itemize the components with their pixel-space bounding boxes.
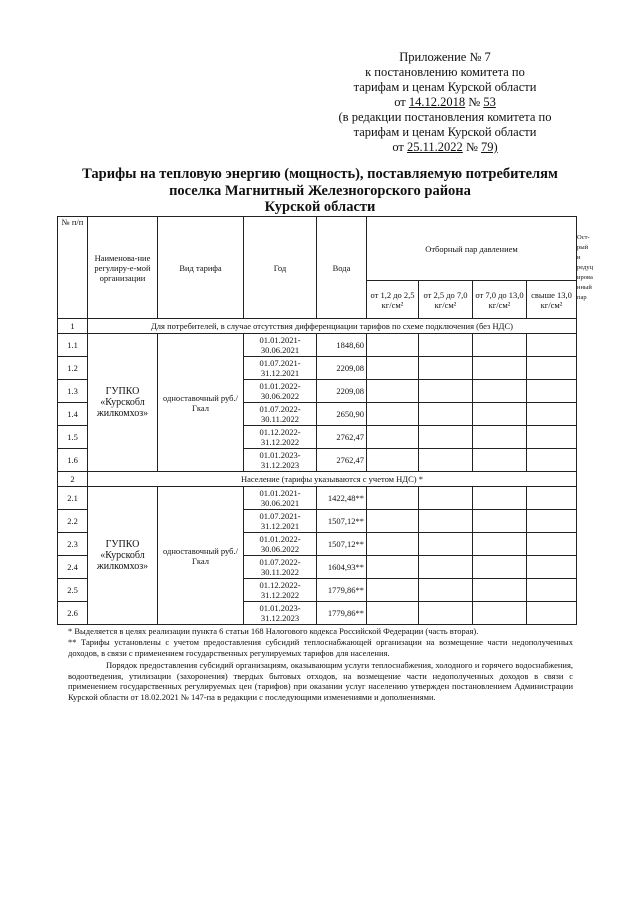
appendix-line-5: (в редакции постановления комитета по: [338, 110, 552, 124]
row-num: 2.5: [58, 579, 88, 602]
row-period: 01.07.2021- 31.12.2021: [244, 510, 317, 533]
row-num: 1.2: [58, 357, 88, 380]
empty-cell: [367, 556, 419, 579]
header-org: Наименова-ние регулиру-е-мой организации: [88, 217, 158, 319]
empty-cell: [367, 357, 419, 380]
section-num: 1: [58, 319, 88, 334]
empty-cell: [527, 449, 577, 472]
empty-cell: [473, 487, 527, 510]
header-water: Вода: [317, 217, 367, 319]
header-pressure-4: свыше 13,0 кг/см²: [527, 281, 577, 319]
row-num: 2.6: [58, 602, 88, 625]
title-line-1: Тарифы на тепловую энергию (мощность), поставляемую потребителям: [82, 166, 558, 182]
empty-cell: [419, 403, 473, 426]
empty-cell: [473, 357, 527, 380]
row-water: 1507,12**: [317, 533, 367, 556]
row-period: 01.01.2021- 30.06.2021: [244, 334, 317, 357]
appendix-number-2: 79): [481, 140, 498, 154]
section-label: Население (тарифы указываются с учетом НДС) *: [88, 472, 577, 487]
tariff-type: одноставочный руб./Гкал: [158, 487, 244, 625]
row-water: 2650,90: [317, 403, 367, 426]
appendix-date-1: 14.12.2018: [408, 95, 466, 109]
org-name: ГУПКО «Курскобл жилкомхоз»: [88, 487, 158, 625]
empty-cell: [473, 449, 527, 472]
section-row: [58, 472, 577, 487]
empty-cell: [367, 579, 419, 602]
header-pressure-2: от 2,5 до 7,0 кг/см²: [419, 281, 473, 319]
empty-cell: [527, 487, 577, 510]
empty-cell: [527, 357, 577, 380]
empty-cell: [419, 334, 473, 357]
title-line-2: поселка Магнитный Железногорского района: [169, 182, 471, 199]
empty-cell: [527, 556, 577, 579]
empty-cell: [473, 426, 527, 449]
empty-cell: [419, 579, 473, 602]
empty-cell: [473, 579, 527, 602]
empty-cell: [367, 403, 419, 426]
appendix-line-4: от 14.12.2018 № 53: [394, 95, 496, 109]
header-row-1: № п/п Наименова-ние регулиру-е-мой организации Вид тарифа Год Вода Отборный пар давлением Ост-рый и редуц ирова нный пар: [58, 217, 577, 281]
row-water: 1507,12**: [317, 510, 367, 533]
empty-cell: [473, 403, 527, 426]
title-line-3: Курской области: [264, 199, 376, 215]
empty-cell: [419, 510, 473, 533]
row-num: 1.4: [58, 403, 88, 426]
row-period: 01.01.2023- 31.12.2023: [244, 449, 317, 472]
row-num: 2.4: [58, 556, 88, 579]
empty-cell: [473, 602, 527, 625]
row-water: 1779,86**: [317, 579, 367, 602]
row-num: 2.2: [58, 510, 88, 533]
tariff-table: [57, 216, 594, 625]
row-num: 1.1: [58, 334, 88, 357]
row-num: 2.3: [58, 533, 88, 556]
header-pressure-3: от 7,0 до 13,0 кг/см²: [473, 281, 527, 319]
row-water: 1422,48**: [317, 487, 367, 510]
section-num: 2: [58, 472, 88, 487]
header-pressure-1: от 1,2 до 2,5 кг/см²: [367, 281, 419, 319]
footnote-1: * Выделяется в целях реализации пункта 6 статьи 168 Налогового кодекса Российской Федерации (часть вторая).: [68, 626, 479, 636]
row-num: 1.3: [58, 380, 88, 403]
empty-cell: [367, 602, 419, 625]
empty-cell: [527, 533, 577, 556]
row-water: 2209,08: [317, 380, 367, 403]
row-water: 1848,60: [317, 334, 367, 357]
header-year: Год: [244, 217, 317, 319]
empty-cell: [527, 602, 577, 625]
appendix-number-1: 53: [483, 95, 496, 109]
empty-cell: [367, 380, 419, 403]
empty-cell: [527, 426, 577, 449]
empty-cell: [419, 487, 473, 510]
row-period: 01.01.2023- 31.12.2023: [244, 602, 317, 625]
empty-cell: [419, 380, 473, 403]
empty-cell: [473, 556, 527, 579]
row-period: 01.07.2021- 31.12.2021: [244, 357, 317, 380]
appendix-line-6: тарифам и ценам Курской области: [353, 125, 537, 139]
row-period: 01.12.2022- 31.12.2022: [244, 426, 317, 449]
row-num: 1.6: [58, 449, 88, 472]
row-num: 2.1: [58, 487, 88, 510]
empty-cell: [367, 449, 419, 472]
row-water: 2762,47: [317, 426, 367, 449]
header-steam: Отборный пар давлением: [367, 217, 577, 281]
empty-cell: [527, 579, 577, 602]
empty-cell: [419, 449, 473, 472]
empty-cell: [527, 380, 577, 403]
appendix-line-7: от 25.11.2022 № 79): [392, 140, 498, 154]
empty-cell: [419, 357, 473, 380]
empty-cell: [419, 556, 473, 579]
empty-cell: [419, 426, 473, 449]
appendix-header: [330, 50, 560, 155]
empty-cell: [367, 487, 419, 510]
header-type: Вид тарифа: [158, 217, 244, 319]
row-water: 1779,86**: [317, 602, 367, 625]
subsidy-note: Порядок предоставления субсидий организациям, оказывающим услуги теплоснабжения, холодного и горячего водоснабжения, водоотведения, утилизации (захоронения) твердых бытовых отходов, на возмещение части недополученных доходов в связи с применением государственных регулируемых цен (тарифов) при оказании услуг населению утвержден постановлением Администрации Курской области от 18.02.2021 № 147-па в редакции с последующими изменениями и дополнениями.: [68, 660, 573, 702]
header-num: № п/п: [58, 217, 88, 319]
row-period: 01.07.2022- 30.11.2022: [244, 556, 317, 579]
row-num: 1.5: [58, 426, 88, 449]
empty-cell: [367, 533, 419, 556]
row-period: 01.12.2022- 31.12.2022: [244, 579, 317, 602]
empty-cell: [473, 334, 527, 357]
empty-cell: [419, 533, 473, 556]
row-period: 01.01.2021- 30.06.2021: [244, 487, 317, 510]
empty-cell: [527, 403, 577, 426]
footnote-2: ** Тарифы установлены с учетом предоставления субсидий теплоснабжающей организации на возмещение части недополученных доходов, в связи с применением государственных регулируемых тарифов для населения.: [68, 637, 573, 658]
empty-cell: [419, 602, 473, 625]
document-title: [80, 166, 560, 216]
row-water: 2209,08: [317, 357, 367, 380]
tariff-type: одноставочный руб./Гкал: [158, 334, 244, 472]
row-water: 1604,93**: [317, 556, 367, 579]
appendix-line-1: Приложение № 7: [399, 50, 491, 64]
table-row: [58, 334, 577, 357]
empty-cell: [367, 334, 419, 357]
empty-cell: [473, 533, 527, 556]
appendix-line-3: тарифам и ценам Курской области: [353, 80, 537, 94]
section-row: [58, 319, 577, 334]
org-name: ГУПКО «Курскобл жилкомхоз»: [88, 334, 158, 472]
row-period: 01.01.2022- 30.06.2022: [244, 533, 317, 556]
empty-cell: [473, 380, 527, 403]
empty-cell: [527, 510, 577, 533]
empty-cell: [473, 510, 527, 533]
table-row: [58, 487, 577, 510]
empty-cell: [527, 334, 577, 357]
row-period: 01.01.2022- 30.06.2022: [244, 380, 317, 403]
appendix-date-2: 25.11.2022: [407, 140, 463, 154]
empty-cell: [367, 510, 419, 533]
row-period: 01.07.2022- 30.11.2022: [244, 403, 317, 426]
row-water: 2762,47: [317, 449, 367, 472]
section-label: Для потребителей, в случае отсутствия дифференциации тарифов по схеме подключения (без НДС): [88, 319, 577, 334]
appendix-line-2: к постановлению комитета по: [365, 65, 525, 79]
empty-cell: [367, 426, 419, 449]
